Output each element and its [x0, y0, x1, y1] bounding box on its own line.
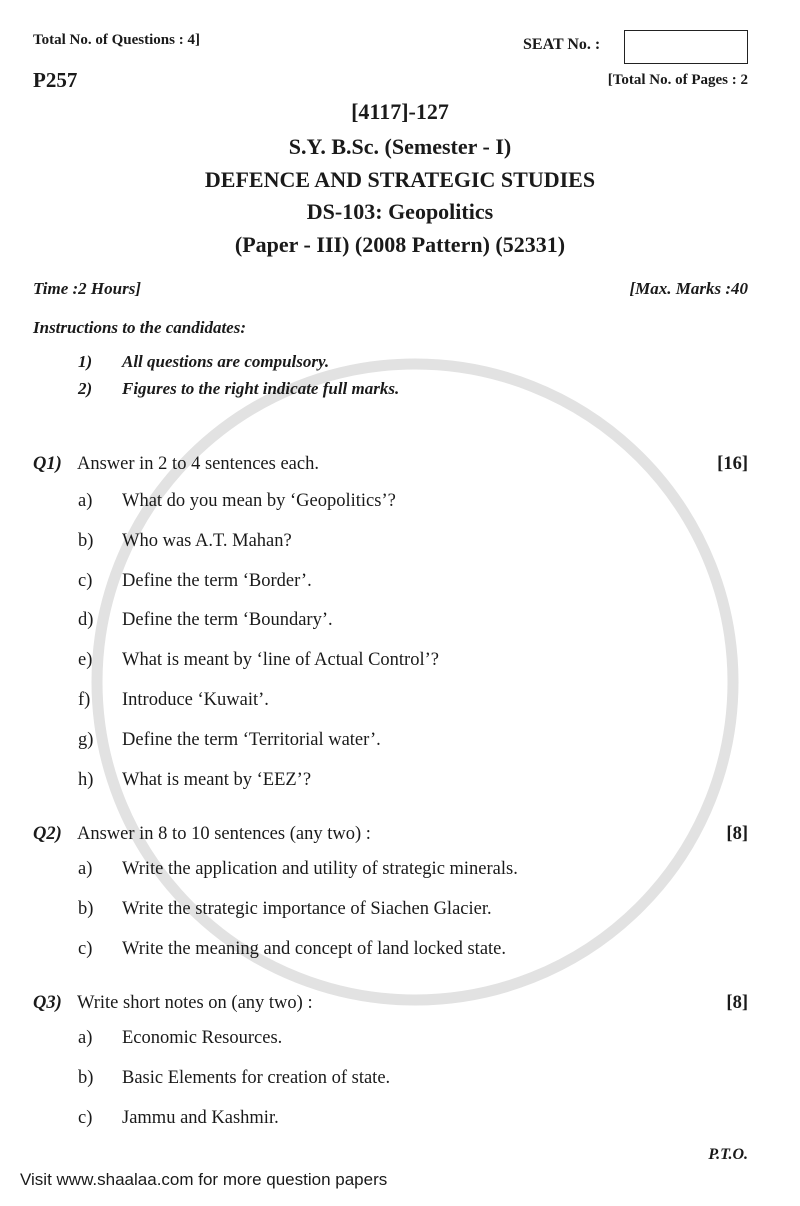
- instructions-heading: Instructions to the candidates:: [33, 318, 247, 337]
- question-text: Write short notes on (any two) :: [77, 993, 313, 1013]
- sub-question-label: c): [78, 571, 93, 591]
- sub-question-label: d): [78, 610, 94, 630]
- seat-no-box[interactable]: [624, 30, 748, 64]
- sub-question-text: What is meant by ‘EEZ’?: [122, 770, 312, 790]
- sub-question-text: Define the term ‘Territorial water’.: [122, 730, 381, 750]
- question-marks: [8]: [726, 824, 748, 844]
- total-questions: Total No. of Questions : 4]: [33, 32, 200, 48]
- question-number: Q1): [33, 454, 62, 474]
- total-pages: [Total No. of Pages : 2: [607, 72, 748, 88]
- instruction-number: 2): [78, 379, 93, 398]
- sub-question-text: Write the meaning and concept of land locked state.: [122, 939, 507, 959]
- pto: P.T.O.: [708, 1146, 748, 1163]
- sub-question-label: a): [78, 1028, 93, 1048]
- sub-question-label: a): [78, 491, 93, 511]
- question-text: Answer in 2 to 4 sentences each.: [77, 454, 319, 474]
- sub-question-label: b): [78, 1068, 94, 1088]
- paper-code: P257: [33, 68, 78, 92]
- paper-details: (Paper - III) (2008 Pattern) (52331): [234, 232, 566, 257]
- sub-question-label: g): [78, 730, 94, 750]
- sub-question-label: h): [78, 770, 94, 790]
- question-marks: [16]: [717, 454, 748, 474]
- sub-question-text: Define the term ‘Border’.: [122, 571, 312, 591]
- instruction-number: 1): [78, 352, 93, 371]
- footer-visit-text: Visit www.shaalaa.com for more question papers: [20, 1170, 388, 1189]
- sub-question-text: Introduce ‘Kuwait’.: [122, 690, 269, 710]
- sub-question-label: f): [78, 690, 91, 710]
- question-text: Answer in 8 to 10 sentences (any two) :: [77, 824, 371, 844]
- paper-title: DS-103: Geopolitics: [306, 199, 494, 224]
- sub-question-text: Basic Elements for creation of state.: [122, 1068, 391, 1088]
- sub-question-text: Define the term ‘Boundary’.: [122, 610, 333, 630]
- seat-no-label: SEAT No. :: [523, 36, 601, 53]
- sub-question-text: Economic Resources.: [122, 1028, 283, 1048]
- exam-time: Time :2 Hours]: [33, 279, 141, 298]
- sub-question-text: Write the application and utility of strategic minerals.: [122, 859, 518, 879]
- sub-question-text: Who was A.T. Mahan?: [122, 531, 292, 551]
- question-number: Q2): [33, 824, 62, 844]
- instruction-text: Figures to the right indicate full marks.: [122, 379, 400, 398]
- instruction-text: All questions are compulsory.: [122, 352, 330, 371]
- question-number: Q3): [33, 993, 62, 1013]
- sub-question-text: What do you mean by ‘Geopolitics’?: [122, 491, 396, 511]
- course-title: S.Y. B.Sc. (Semester - I): [288, 134, 512, 159]
- sub-question-label: a): [78, 859, 93, 879]
- sub-question-label: e): [78, 650, 93, 670]
- sub-question-label: c): [78, 939, 93, 959]
- sub-question-text: What is meant by ‘line of Actual Control’?: [122, 650, 439, 670]
- question-marks: [8]: [726, 993, 748, 1013]
- sub-question-label: c): [78, 1108, 93, 1128]
- sub-question-label: b): [78, 531, 94, 551]
- max-marks: [Max. Marks :40: [629, 279, 748, 298]
- subject-title: DEFENCE AND STRATEGIC STUDIES: [204, 167, 596, 192]
- sub-question-label: b): [78, 899, 94, 919]
- exam-code: [4117]-127: [351, 99, 449, 124]
- sub-question-text: Jammu and Kashmir.: [122, 1108, 279, 1128]
- sub-question-text: Write the strategic importance of Siachen Glacier.: [122, 899, 492, 919]
